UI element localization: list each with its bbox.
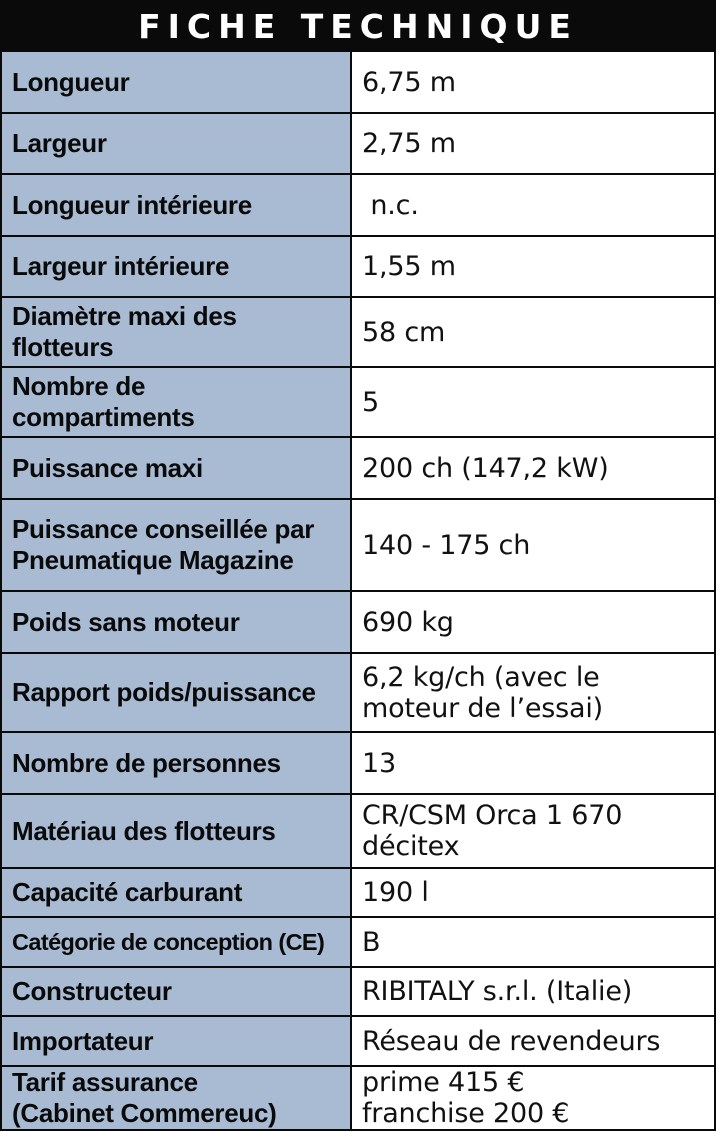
spec-value-cell	[351, 51, 715, 113]
spec-row-design-category	[1, 917, 715, 967]
sheet-title: FICHE TECHNIQUE	[0, 0, 716, 50]
spec-value-cell	[351, 367, 715, 437]
spec-value: 140 - 175 ch	[362, 529, 531, 561]
spec-value-cell	[351, 174, 715, 236]
spec-value: 6,2 kg/ch (avec le	[362, 661, 600, 693]
spec-label-cell	[1, 437, 351, 499]
spec-value: RIBITALY s.r.l. (Italie)	[362, 976, 633, 1007]
spec-label: (Cabinet Commereuc)	[12, 1098, 277, 1128]
spec-table-body	[1, 51, 715, 1130]
spec-label: Puissance maxi	[12, 452, 203, 483]
spec-label-cell	[1, 1016, 351, 1066]
spec-label-cell	[1, 174, 351, 236]
spec-label: flotteurs	[12, 332, 114, 362]
spec-label-cell	[1, 499, 351, 591]
spec-value-cell	[351, 868, 715, 917]
spec-label-cell	[1, 868, 351, 917]
spec-label: Rapport poids/puissance	[12, 677, 316, 707]
spec-label: Catégorie de conception (CE)	[12, 928, 325, 955]
spec-label-cell	[1, 236, 351, 297]
spec-label-cell	[1, 1066, 351, 1130]
spec-value: 5	[362, 386, 379, 418]
spec-label: Importateur	[12, 1025, 154, 1056]
spec-label-cell	[1, 113, 351, 174]
spec-label: Nombre de	[12, 371, 146, 401]
spec-row-persons	[1, 732, 715, 794]
spec-label: Capacité carburant	[12, 877, 243, 907]
spec-label: Largeur	[12, 128, 107, 158]
spec-value-cell	[351, 499, 715, 591]
spec-row-compartments	[1, 367, 715, 437]
spec-label: Nombre de personnes	[12, 747, 281, 778]
spec-label-cell	[1, 967, 351, 1016]
spec-label-cell	[1, 367, 351, 437]
spec-value: prime 415 €	[362, 1067, 525, 1098]
spec-row-power-ratio	[1, 653, 715, 732]
spec-row-float-material	[1, 794, 715, 868]
spec-row-insurance	[1, 1066, 715, 1130]
spec-value: B	[362, 926, 381, 958]
spec-value: 190 l	[362, 877, 429, 908]
spec-label-cell	[1, 917, 351, 967]
spec-label: Constructeur	[12, 976, 172, 1006]
spec-label-cell	[1, 51, 351, 113]
spec-row-recommended-power	[1, 499, 715, 591]
spec-label: compartiments	[12, 402, 195, 432]
spec-value: 2,75 m	[362, 128, 456, 159]
spec-value: 1,55 m	[362, 251, 456, 282]
spec-label: Pneumatique Magazine	[12, 545, 294, 575]
spec-label-cell	[1, 732, 351, 794]
spec-label: Diamètre maxi des	[12, 301, 237, 331]
spec-value: Réseau de revendeurs	[362, 1025, 661, 1057]
spec-value-cell	[351, 967, 715, 1016]
spec-label: Tarif assurance	[12, 1067, 198, 1097]
spec-value: CR/CSM Orca 1 670	[362, 800, 623, 831]
spec-value: 6,75 m	[362, 66, 456, 98]
spec-value-cell	[351, 1016, 715, 1066]
spec-label: Matériau des flotteurs	[12, 815, 276, 846]
spec-value: 58 cm	[362, 316, 446, 348]
spec-row-weight	[1, 591, 715, 653]
spec-label-cell	[1, 591, 351, 653]
spec-value-cell	[351, 437, 715, 499]
spec-label: Longueur	[12, 66, 130, 97]
spec-table	[0, 50, 716, 1131]
spec-label: Longueur intérieure	[12, 189, 252, 220]
spec-value-cell	[351, 653, 715, 732]
spec-row-float-diameter	[1, 297, 715, 367]
spec-value-cell	[351, 917, 715, 967]
spec-value: n.c.	[362, 189, 419, 221]
spec-value-cell	[351, 794, 715, 868]
spec-row-interior-length	[1, 174, 715, 236]
spec-row-fuel-capacity	[1, 868, 715, 917]
spec-value-cell	[351, 591, 715, 653]
spec-label: Largeur intérieure	[12, 251, 230, 281]
spec-row-importer	[1, 1016, 715, 1066]
spec-value: franchise 200 €	[362, 1098, 570, 1129]
spec-value-cell	[351, 236, 715, 297]
spec-label-cell	[1, 297, 351, 367]
spec-value-cell	[351, 732, 715, 794]
spec-row-manufacturer	[1, 967, 715, 1016]
spec-value-cell	[351, 113, 715, 174]
spec-value: moteur de l’essai)	[362, 692, 603, 724]
spec-label-cell	[1, 794, 351, 868]
spec-value: décitex	[362, 831, 460, 862]
spec-row-interior-width	[1, 236, 715, 297]
spec-row-width	[1, 113, 715, 174]
spec-label-cell	[1, 653, 351, 732]
spec-value: 13	[362, 747, 396, 779]
spec-label: Poids sans moteur	[12, 606, 240, 637]
spec-value-cell	[351, 297, 715, 367]
spec-label: Puissance conseillée par	[12, 514, 315, 544]
spec-row-length	[1, 51, 715, 113]
spec-value: 200 ch (147,2 kW)	[362, 452, 609, 484]
spec-value-cell	[351, 1066, 715, 1130]
spec-value: 690 kg	[362, 606, 454, 638]
spec-row-max-power	[1, 437, 715, 499]
